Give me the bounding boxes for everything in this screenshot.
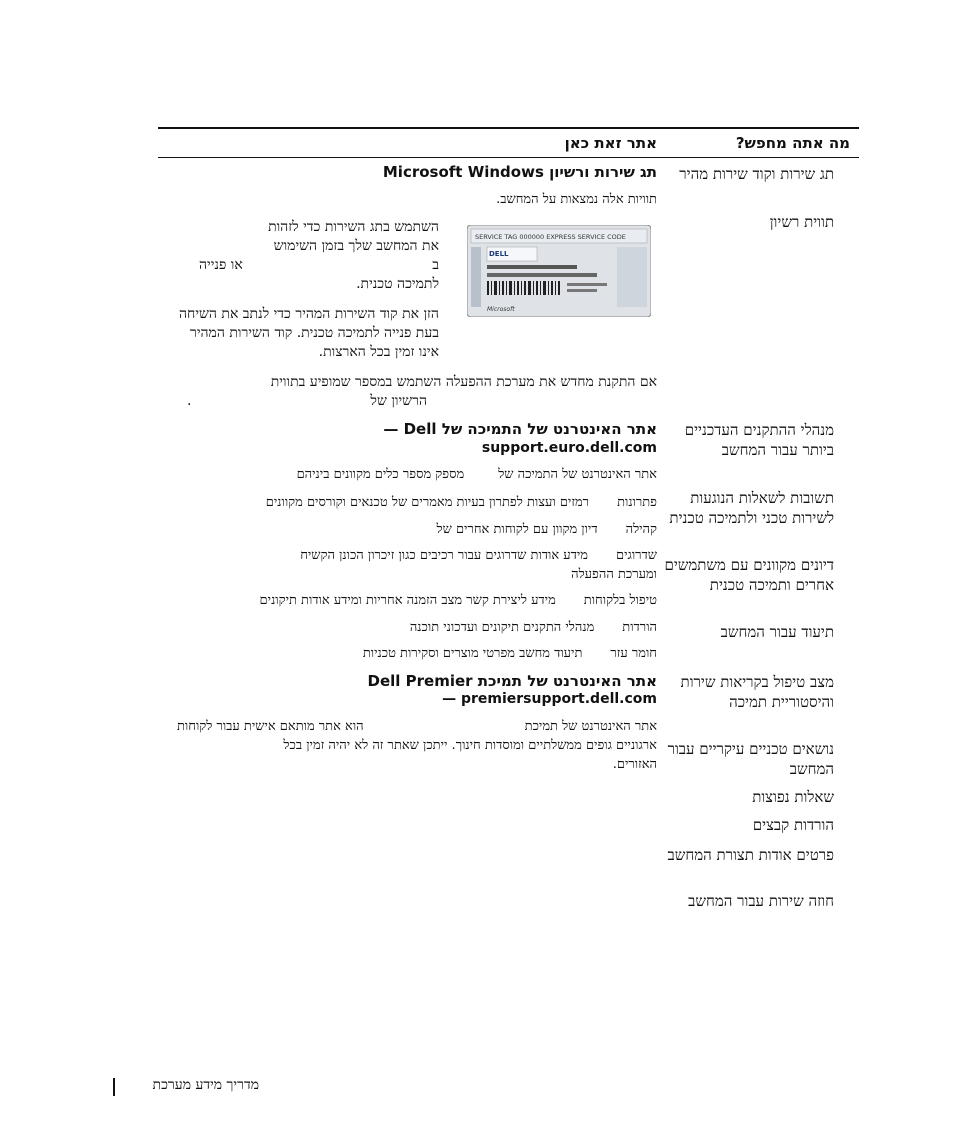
service-tag-usage-text: [189, 218, 439, 294]
left-item-drivers: מנהלי ההתקנים העדכניים ביותר עבור המחשב: [684, 421, 834, 459]
license-reinstall-line1: אם התקנת מחדש את מערכת ההפעלה השתמש במספר שמופיע בתווית: [270, 374, 657, 390]
support-row-term: קהילה: [625, 522, 657, 537]
service-tag-usage-line4: לתמיכה טכנית.: [356, 276, 439, 292]
table-top-rule: [158, 127, 859, 129]
left-item-tech-answers: תשובות לשאלות הנוגעות לשירות טכני ולתמיכה טכנית: [669, 489, 834, 527]
premier-support-line2: ארגוניים גופים ממשלתיים ומוסדות חינוך. ייתכן שאתר זה לא יהיה זמין בכל: [283, 738, 657, 753]
dell-support-intro: [297, 466, 657, 482]
service-tag-usage-line3: [199, 256, 439, 275]
license-reinstall-line2a: הרשיון של: [370, 393, 427, 409]
service-tag-usage-line1: השתמש בתג השירות כדי לזהות: [268, 219, 439, 235]
support-row-term: הורדות: [622, 620, 657, 635]
support-row-community: [437, 521, 657, 537]
footer-title: מדריך מידע מערכת: [152, 1077, 259, 1093]
service-tag-usage-line2: את המחשב שלך בזמן השימוש: [273, 238, 439, 254]
express-service-code-text: הזן את קוד השירות המהיר כדי לנתב את השיחה בעת פנייה לתמיכה טכנית. קוד השירות המהיר אינו זמין בכל הארצות.: [178, 306, 439, 360]
premier-support-line3: האזורים.: [612, 757, 657, 772]
service-tag-usage-line3b: או פנייה: [199, 257, 243, 273]
support-row-term: שדרוגים: [616, 548, 657, 563]
left-item-service-call-status: מצב טיפול בקריאות שירות והיסטוריית תמיכה: [680, 673, 834, 711]
left-item-service-contract: חוזה שירות עבור המחשב: [688, 892, 834, 910]
support-row-desc: מנהלי התקנים תיקונים ועדכוני תוכנה: [409, 620, 595, 635]
support-row-solutions: [266, 494, 657, 510]
support-row-desc: מידע ליצירת קשר מצב הזמנה אחריות ומידע אודות תיקונים: [259, 593, 556, 608]
service-tag-usage-line3a: ב: [432, 257, 439, 273]
section-dell-support-url[interactable]: support.euro.dell.com: [481, 440, 657, 456]
premier-support-line1b: הוא אתר מותאם אישית עבור לקוחות: [177, 719, 364, 734]
section-service-tag-intro: תוויות אלה נמצאות על המחשב.: [496, 192, 657, 207]
left-item-faq: שאלות נפוצות: [752, 788, 834, 806]
table-header-rule: [158, 157, 859, 158]
left-item-online-discussions: דיונים מקוונים עם משתמשים אחרים ותמיכה טכנית: [664, 556, 834, 594]
premier-support-text: [177, 717, 657, 774]
left-item-configuration-details: פרטים אודות תצורת המחשב: [667, 846, 834, 864]
left-item-file-downloads: הורדות קבצים: [752, 816, 834, 834]
left-item-documentation: תיעוד עבור המחשב: [720, 623, 834, 641]
support-row-desc: תיעוד מחשב מפרטי מוצרים וסקירות טכניות: [362, 646, 583, 661]
support-row-term: טיפול בלקוחות: [583, 593, 657, 608]
premier-support-line1: [177, 717, 657, 736]
column-header-question: מה אתה מחפש?: [735, 134, 850, 152]
left-item-service-tag: תג שירות וקוד שירות מהיר: [679, 165, 834, 183]
section-premier-support-title: אתר האינטרנט של תמיכת Dell Premier: [367, 672, 657, 690]
footer-separator: [113, 1078, 115, 1096]
support-row-customer-care: [260, 592, 657, 608]
support-row-upgrades-continued: ומערכת ההפעלה: [571, 567, 657, 582]
license-reinstall-text: [187, 373, 657, 411]
column-header-answer: אתר זאת כאן: [564, 134, 657, 152]
label-brand-text: DELL: [489, 250, 509, 258]
dell-support-intro-b: מספק מספר כלים מקוונים ביניהם: [296, 467, 465, 482]
support-row-downloads: [410, 619, 657, 635]
service-tag-label-image: [467, 225, 651, 317]
premier-support-line1a: אתר האינטרנט של תמיכת: [524, 719, 657, 734]
left-item-technical-topics: נושאים טכניים עיקריים עבור המחשב: [667, 740, 834, 778]
support-row-term: חומר עזר: [610, 646, 657, 661]
support-row-desc: דיון מקוון עם לקוחות אחרים של: [436, 522, 598, 537]
section-service-tag-title: תג שירות ורשיון Microsoft Windows: [382, 163, 657, 181]
section-premier-support-url[interactable]: premiersupport.dell.com —: [442, 691, 657, 707]
dell-support-intro-a: אתר האינטרנט של התמיכה של: [498, 467, 657, 482]
license-reinstall-line2b: .: [187, 393, 192, 409]
support-row-reference: [363, 645, 657, 661]
left-item-license-label: תווית רשיון: [769, 213, 834, 231]
section-dell-support-title: אתר האינטרנט של התמיכה של Dell —: [383, 420, 657, 438]
support-row-term: פתרונות: [617, 495, 657, 510]
support-row-upgrades: [300, 547, 657, 563]
support-row-desc: מידע אודות שדרוגים עבור רכיבים כגון זיכרון הכונן הקשיח: [300, 548, 589, 563]
label-vendor-text: Microsoft: [487, 306, 515, 313]
license-reinstall-line2: [187, 392, 427, 411]
label-service-tag-text: SERVICE TAG 000000 EXPRESS SERVICE CODE: [475, 233, 626, 241]
support-row-desc: רמזים ועצות לפתרון בעיות מאמרים של טכנאים וקורסים מקוונים: [265, 495, 590, 510]
